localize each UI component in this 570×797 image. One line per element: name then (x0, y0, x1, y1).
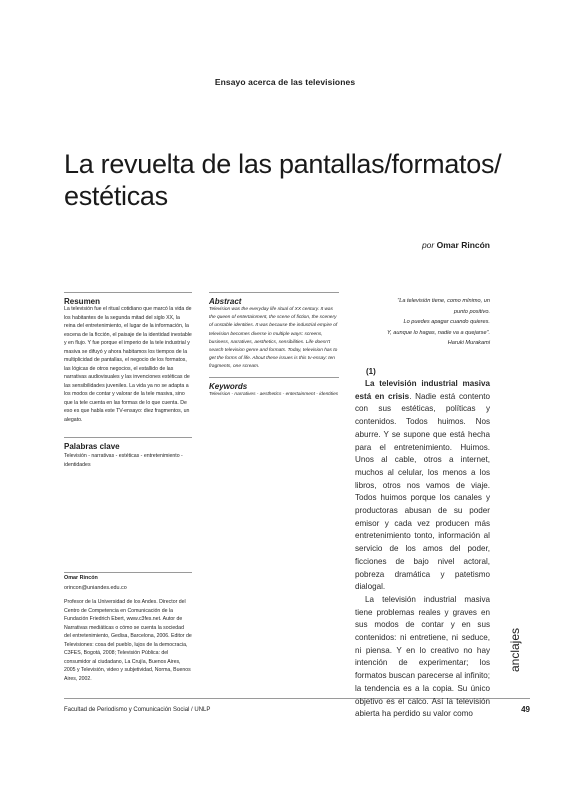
body-paragraph-1: . Nadie está contento con sus estéticas, políticas y contenidos. Todos huimos. Nos aburre. Y se supone que está hecha para el entretenimiento. Huimos. Unos al cable, otros a internet, muchos al celular, los menos a los libros, otros nos vamos de viaje. Todos huimos porque los canales y productoras abusan de su poder emisor y cada vez producen más entretenimiento tonto, información al servicio de los amos del poder, ficciones de bajo nivel actoral, pobreza dramática y patetismo dialogal. (355, 391, 491, 592)
footer-publisher: Facultad de Periodismo y Comunicación Social / UNLP (64, 707, 211, 713)
byline-prefix: por (421, 240, 435, 250)
divider (64, 437, 192, 438)
divider (209, 377, 339, 378)
epigraph (355, 296, 490, 349)
divider (64, 292, 192, 293)
page-number: 49 (521, 705, 530, 714)
palabras-clave-heading: Palabras clave (64, 442, 120, 451)
resumen-text: La televisión fue el ritual cotidiano que marcó la vida de los habitantes de la segunda mitad del siglo XX, la reina del entretenimiento, el lugar de la información, la escena de la ficción, el paisaje de la identidad inestable y en flujo. Y fue porque el imperio de la tele industrial y masiva se difuyó y ahora habitamos los tiempos de la multiplicidad de pantallas, el negocio de los formatos, las lógicas de otros negocios, el estallido de las narrativas audiovisuales y las invenciones estéticas de las sensibilidades juveniles. La vida ya no se adapta a los modos de contar y valorar de la tele masiva, sino que la tele cuenta en las formas de lo que cuenta. De eso es que habla este TV-ensayo: diez fragmentos, un alegato. (64, 306, 192, 423)
byline (330, 240, 490, 250)
epigraph-line: “La televisión tiene, como mínimo, un (397, 298, 490, 304)
epigraph-line: Y, aunque lo hagas, nadie va a quejarse”. (386, 329, 490, 336)
abstract-text: Television was the everyday life ritual of XX century. It was the queen of entertainment, the scene of fiction, the scenery of unstable identities. It was because the industrial empire of television becomes diverse in multiple ways: screens, business, narratives, aesthetics, sensibilities. Life doesn't search television genre and formats. Today, television has to get the forms of life. About these issues is this tv-essay: ten fragments, one scream. (209, 307, 338, 370)
body-lead: La televisión industrial masiva está en crisis (355, 379, 490, 401)
divider (64, 572, 192, 573)
keywords-text: Television - narratives - aesthetics - entertainment - identities (209, 392, 339, 397)
body-paragraph-2: La televisión industrial masiva tiene problemas reales y graves en sus modos de contar y en sus contenidos: ni entretiene, ni seduce, ni piensa. Y en lo creativo no hay intención de experimentar; los formatos buscan parecerse al infinito; la tendencia es a la copia. Su único objetivo es el calco. Así la televisión abierta ha perdido su valor como (355, 594, 490, 719)
side-label-text: anclajes (508, 627, 522, 672)
epigraph-attribution: Haruki Murakami (447, 340, 490, 347)
byline-author: Omar Rincón (436, 240, 490, 250)
palabras-clave-text: Televisión - narrativas - estéticas - entretenimiento - identidades (64, 453, 183, 468)
author-email[interactable]: orincon@uniandes.edu.co (64, 585, 127, 591)
body-text (355, 378, 490, 721)
author-name: Omar Rincón (64, 575, 98, 581)
keywords-heading: Keywords (209, 382, 248, 391)
epigraph-line: punto positivo. (453, 308, 490, 315)
author-bio: Profesor de la Universidad de los Andes. Director del Centro de Competencia en Comunicación de la Fundación Friedrich Ebert, www.c3fes.net. Autor de Narrativas mediáticas o cómo se cuenta la sociedad del entretenimiento, Gedisa, Barcelona, 2006. Editor de Televisiones: cosa del pueblo, lujos de la democracia, C3FES, Bogotá, 2008; Televisión Pública: del consumidor al ciudadano, La Crujía, Buenos Aires, 2005 y Televisión, video y subjetividad, Norma, Buenos Aires, 2002. (64, 599, 192, 682)
side-label (508, 612, 542, 672)
section-number: (1) (366, 367, 376, 376)
abstract-heading: Abstract (209, 297, 242, 306)
epigraph-line: Lo puedes apagar cuando quieres. (403, 319, 490, 326)
divider (209, 292, 339, 293)
section-label: Ensayo acerca de las televisiones (214, 77, 356, 87)
resumen-heading: Resumen (64, 297, 101, 306)
article-title: La revuelta de las pantallas/formatos/ estéticas (64, 149, 502, 211)
